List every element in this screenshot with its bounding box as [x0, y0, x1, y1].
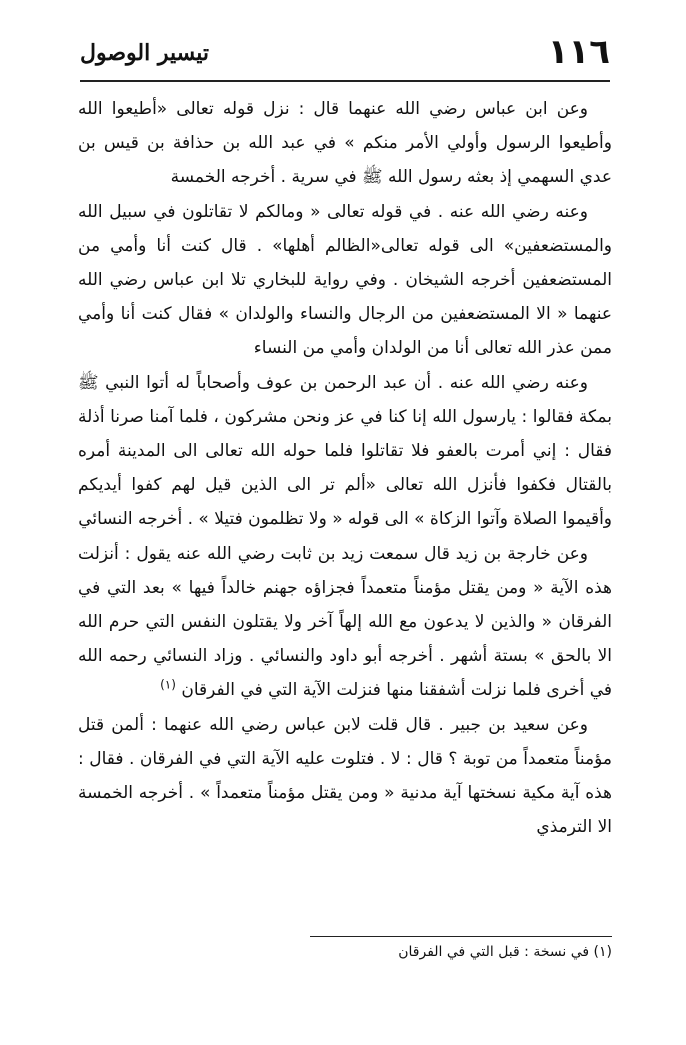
- page-header: [80, 32, 610, 76]
- paragraph-1: وعن ابن عباس رضي الله عنهما قال : نزل قوله تعالى «أطيعوا الله وأطيعوا الرسول وأولي الأمر منكم » في عبد الله بن حذافة بن قيس بن عدي السهمي إذ بعثه رسول الله ﷺ في سرية . أخرجه الخمسة: [78, 99, 612, 188]
- paragraph-4: [78, 537, 612, 708]
- running-title: تيسير الوصول: [80, 40, 210, 66]
- paragraph-4-text: وعن خارجة بن زيد قال سمعت زيد بن ثابت رضي الله عنه يقول : أنزلت هذه الآية « ومن يقتل مؤمناً متعمداً فجزاؤه جهنم خالداً فيها » بعد التي في الفرقان « والذين لا يدعون مع الله إلهاً آخر ولا يقتلون النفس التي حرم الله الا بالحق » بستة أشهر . أخرجه أبو داود والنسائي . وزاد النسائي رحمه الله في أخرى فلما نزلت أشفقنا منها فنزلت الآية التي في الفرقان: [78, 543, 612, 701]
- paragraph-5: وعن سعيد بن جبير . قال قلت لابن عباس رضي الله عنهما : ألمن قتل مؤمناً متعمداً من توبة ؟ قال : لا . فتلوت عليه الآية التي في الفرقان . فقال : هذه آية مكية نسختها آية مدنية « ومن يقتل مؤمناً متعمداً » . أخرجه الخمسة الا الترمذي: [78, 714, 612, 838]
- footnote-rule: [310, 936, 612, 937]
- paragraph-2: وعنه رضي الله عنه . في قوله تعالى « ومالكم لا تقاتلون في سبيل الله والمستضعفين» الى قوله تعالى«الظالم أهلها» . قال كنت أنا وأمي من المستضعفين أخرجه الشيخان . وفي رواية للبخاري تلا ابن عباس رضي الله عنهما « الا المستضعفين من الرجال والنساء والولدان » فقال كنت أنا وأمي ممن عذر الله تعالى أنا من الولدان وأمي من النساء: [78, 201, 612, 359]
- header-rule: [80, 80, 610, 82]
- footnote: (١) في نسخة : قبل التي في الفرقان: [398, 944, 612, 960]
- footnote-marker: (١): [160, 677, 176, 692]
- page-number: ١١٦: [547, 32, 610, 72]
- body-text: [78, 92, 612, 844]
- paragraph-3: وعنه رضي الله عنه . أن عبد الرحمن بن عوف وأصحاباً له أتوا النبي ﷺ بمكة فقالوا : يارسول الله إنا كنا في عز ونحن مشركون ، فلما آمنا صرنا أذلة فقال : إني أمرت بالعفو فلا تقاتلوا فلما حوله الله تعالى الى المدينة أمره بالقتال فكفوا فأنزل الله تعالى «ألم تر الى الذين قيل لهم كفوا أيديكم وأقيموا الصلاة وآتوا الزكاة » الى قوله « ولا تظلمون فتيلا » . أخرجه النسائي: [78, 372, 612, 530]
